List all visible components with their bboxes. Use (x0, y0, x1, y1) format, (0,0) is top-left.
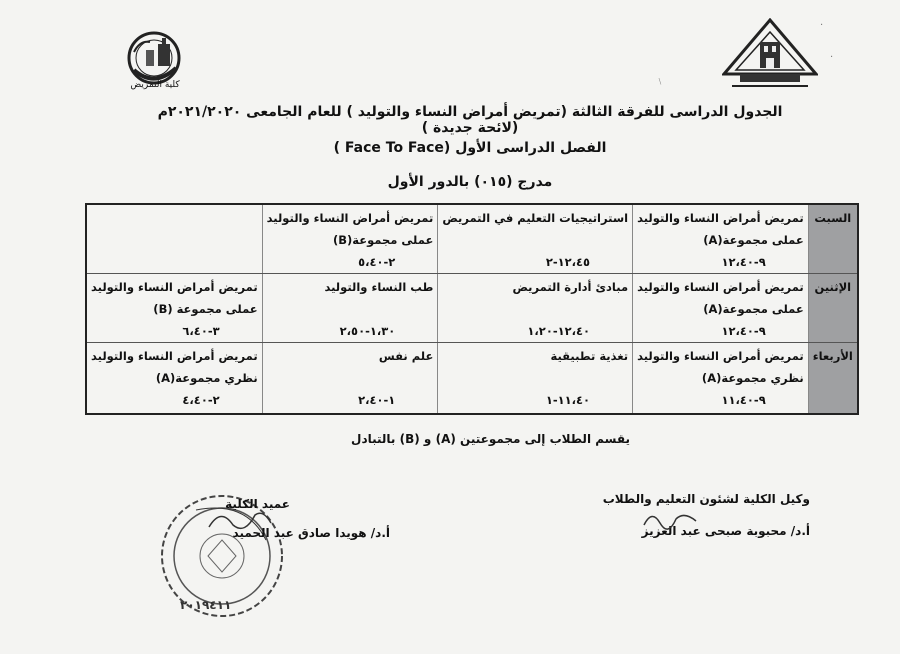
document-title: الجدول الدراسى للفرقة الثالثة (تمريض أمراض النساء والتوليد ) للعام الجامعى ٢٠٢١/٢٠٢٠م (لائحة جديدة ) (157, 104, 783, 136)
session-cell (633, 343, 809, 415)
time-text: ١-٢،٤٠ (358, 393, 396, 407)
course-text: عملى مجموعة(B) (332, 233, 434, 247)
course-text: مبادئ أدارة التمريض (512, 280, 629, 294)
dean-title: عميد الكلية (225, 497, 290, 511)
dean-name: أ.د/ هويدا صادق عبد الحميد (232, 526, 390, 540)
session-cell (262, 204, 438, 274)
scan-mark-2: · (820, 20, 824, 31)
course-text: تمريض أمراض النساء والتوليد (637, 211, 804, 225)
course-text: علم نفس (378, 349, 434, 363)
course-text: تغذية تطبيقية (550, 349, 629, 363)
course-text: استراتيجيات التعليم في التمريض (442, 211, 629, 225)
handwritten-signature-icon (640, 505, 700, 533)
time-text: ١٢،٤٥-٢ (545, 255, 591, 269)
vice-dean-title: وكيل الكلية لشئون التعليم والطلاب (602, 492, 810, 506)
time-text: ١٢،٤٠-١،٢٠ (527, 324, 591, 338)
session-cell (438, 274, 633, 343)
course-text: تمريض أمراض النساء والتوليد (266, 211, 434, 225)
course-text: عملى مجموعة(A) (703, 233, 804, 247)
session-cell (262, 274, 438, 343)
table-row (86, 274, 858, 343)
course-text: نظري مجموعة(A) (155, 371, 258, 385)
course-text: تمريض أمراض النساء والتوليد (637, 349, 804, 363)
hall-subtitle: مدرج (٠١٥) بالدور الأول (387, 174, 553, 190)
stamp-number: ٢٠١٩٤١١ (180, 598, 232, 612)
session-cell (86, 204, 262, 274)
session-cell (86, 343, 262, 415)
vice-dean-name: أ.د/ محبوبة صبحى عبد العزيز (641, 524, 810, 538)
time-text: ٩-١١،٤٠ (721, 393, 766, 407)
time-text: ٩-١٢،٤٠ (721, 324, 766, 338)
time-text: ٢-٤،٤٠ (182, 393, 220, 407)
time-text: ١،٣٠-٢،٥٠ (339, 324, 396, 338)
logo-caption: كلية التمريض (130, 80, 180, 90)
day-cell: السبت (808, 204, 858, 274)
table-row (86, 204, 858, 274)
semester-subtitle: الفصل الدراسى الأول (Face To Face ) (333, 140, 607, 156)
day-cell: الأربعاء (808, 343, 858, 415)
scan-mark-3: · (830, 52, 834, 63)
session-cell (633, 274, 809, 343)
course-text: تمريض أمراض النساء والتوليد (637, 280, 804, 294)
time-text: ٢-٥،٤٠ (358, 255, 396, 269)
session-cell (86, 274, 262, 343)
time-text: ٣-٦،٤٠ (182, 324, 220, 338)
session-cell (262, 343, 438, 415)
table-row (86, 343, 858, 415)
session-cell (438, 343, 633, 415)
session-cell (633, 204, 809, 274)
course-text: نظري مجموعة(A) (701, 371, 804, 385)
handwritten-signature-icon-2 (205, 505, 275, 535)
course-text: طب النساء والتوليد (324, 280, 434, 294)
course-text: تمريض أمراض النساء والتوليد (91, 280, 258, 294)
scan-mark: ﹨ (655, 76, 665, 87)
course-text: تمريض أمراض النساء والتوليد (91, 349, 258, 363)
course-text: عملى مجموعة (B) (153, 302, 258, 316)
time-text: ١١،٤٠-١ (545, 393, 591, 407)
schedule-table (85, 203, 859, 415)
session-cell (438, 204, 633, 274)
time-text: ٩-١٢،٤٠ (721, 255, 766, 269)
course-text: عملى مجموعة(A) (703, 302, 804, 316)
group-note: يقسم الطلاب إلى مجموعتين (A) و (B) بالتبادل (351, 432, 630, 446)
day-cell: الإثنين (808, 274, 858, 343)
university-logo-icon (722, 18, 818, 90)
